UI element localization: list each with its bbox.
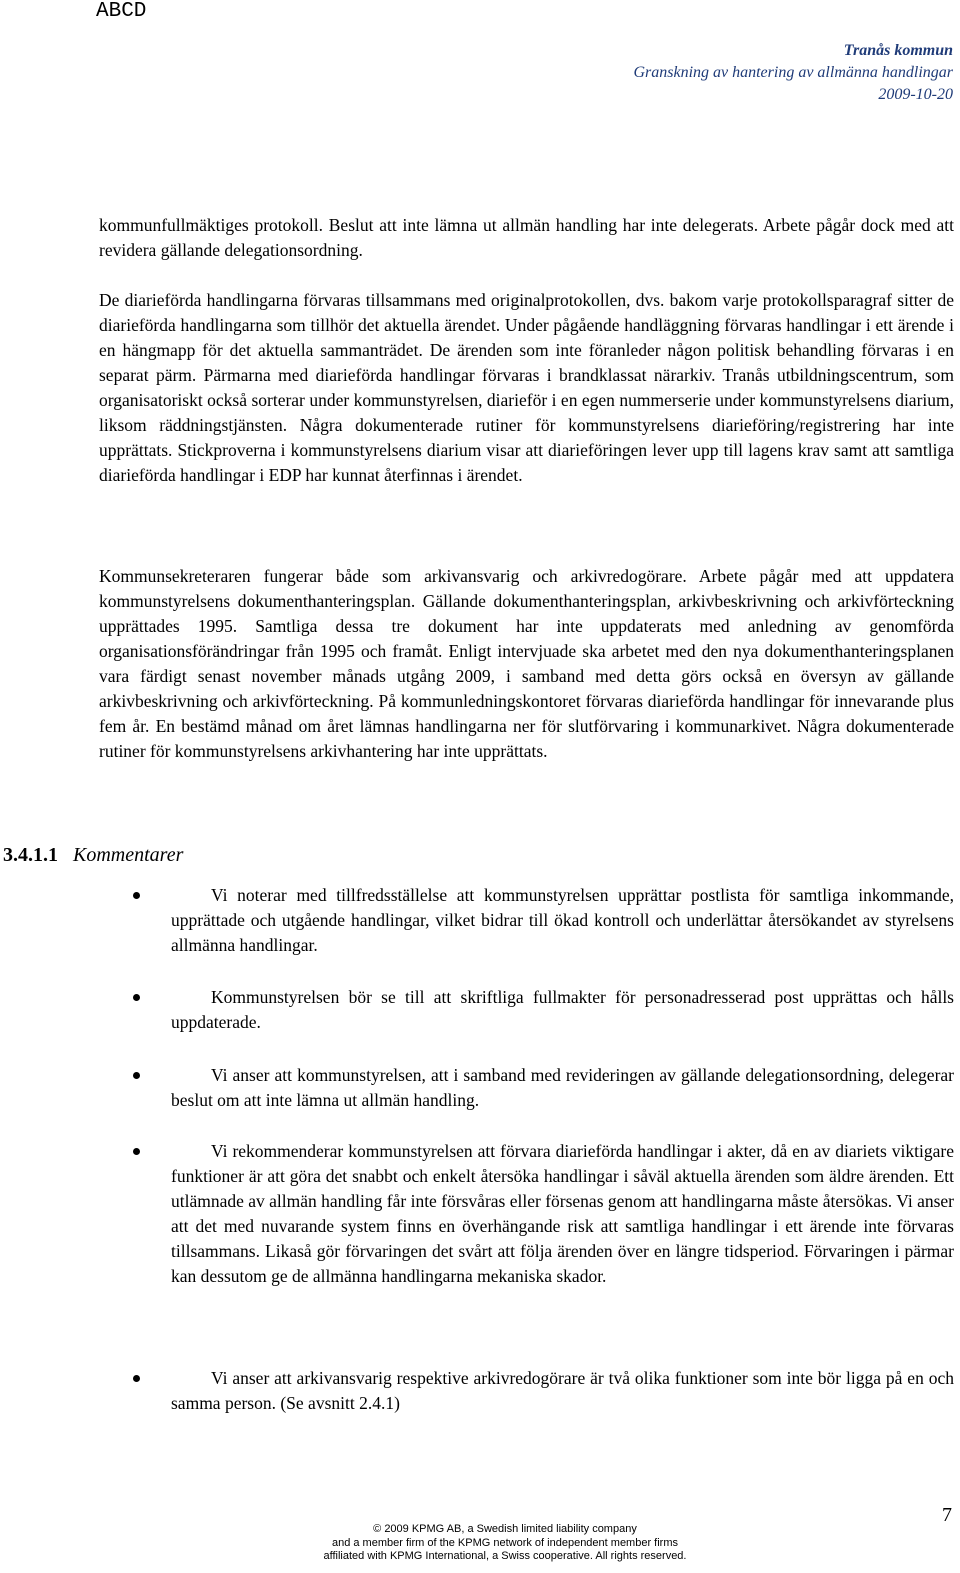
bullet-icon (133, 892, 140, 899)
list-item (171, 1139, 954, 1289)
header-organization: Tranås kommun (843, 42, 953, 59)
header-subtitle: Granskning av hantering av allmänna handlingar (633, 64, 953, 81)
list-item-text: Kommunstyrelsen bör se till att skriftliga fullmakter för personadresserad post upprättas och hålls uppdaterade. (171, 987, 954, 1032)
bullet-icon (133, 1072, 140, 1079)
list-item-text: Vi anser att kommunstyrelsen, att i samband med revideringen av gällande delegationsordning, delegerar beslut om att inte lämna ut allmän handling. (171, 1065, 954, 1110)
footer-line-3: affiliated with KPMG International, a Swiss cooperative. All rights reserved. (323, 1550, 687, 1562)
list-item (171, 1063, 954, 1113)
list-item-text: Vi rekommenderar kommunstyrelsen att förvara diarieförda handlingar i akter, då en av diariets viktigare funktioner är att göra det snabbt och enkelt återsöka handlingar i såväl aktuella ärenden som äldre ärenden. Ett utlämnade av allmän handling får inte försvåras eller försenas genom att handlingarna måste återsökas. Vi anser att det med nuvarande system finns en överhängande risk att samtliga handlingar i ett ärende inte förvaras tillsammans. Likaså gör förvaringen det svårt att följa ärenden över en längre tidsperiod. Förvaringen i pärmar kan dessutom ge de allmänna handlingarna mekaniska skador. (171, 1141, 954, 1286)
list-item (171, 1366, 954, 1416)
bullet-icon (133, 1148, 140, 1155)
bullet-icon (133, 994, 140, 1001)
page-footer (310, 1523, 700, 1564)
page-header (633, 40, 953, 106)
paragraph-2: De diarieförda handlingarna förvaras tillsammans med originalprotokollen, dvs. bakom varje protokollsparagraf sitter de diarieförda handlingarna som tillhör det aktuella ärendet. Under pågående handläggning förvaras handlingar i ett ärende i en hängmapp för det aktuella sammanträdet. De ärenden som inte föranleder någon politisk behandling förvaras i en separat pärm. Pärmarna med diarieförda handlingar förvaras i brandklassat närarkiv. Tranås utbildningscentrum, som organisatoriskt också sorterar under kommunstyrelsen, diarieför i en egen nummerserie under kommunstyrelsens diarium, liksom räddningstjänsten. Några dokumenterade rutiner för kommunstyrelsens diarieföring/registrering har inte upprättats. Stickproverna i kommunstyrelsens diarium visar att diarieföringen lever upp till lagens krav samt att samtliga diarieförda handlingar i EDP har kunnat återfinnas i ärendet. (99, 290, 954, 485)
footer-line-2: and a member firm of the KPMG network of independent member firms (331, 1536, 679, 1549)
list-item (171, 985, 954, 1035)
section-title: Kommentarer (73, 844, 184, 866)
section-number: 3.4.1.1 (3, 844, 58, 866)
list-item-text: Vi anser att arkivansvarig respektive arkivredogörare är två olika funktioner som inte bör ligga på en och samma person. (Se avsnitt 2.4.1) (171, 1368, 954, 1413)
paragraph-3: Kommunsekreteraren fungerar både som arkivansvarig och arkivredogörare. Arbete pågår med att uppdatera kommunstyrelsens dokumenthanteringsplan. Gällande dokumenthanteringsplan, arkivbeskrivning och arkivförteckning upprättades 1995. Samtliga dessa tre dokument har inte uppdaterats med anledning av genomförda organisationsförändringar från 1995 och framåt. Enligt intervjuade ska arbetet med den nya dokumenthanteringsplanen vara färdigt senast november månads utgång 2009, i samband med detta görs också en översyn av gällande arkivbeskrivning och arkivförteckning. På kommunledningskontoret förvaras diarieförda handlingar för innevarande plus fem år. En bestämd månad om året lämnas handlingarna ner för slutförvaring i kommunarkivet. Några dokumenterade rutiner för kommunstyrelsens arkivhantering har inte upprättats. (99, 566, 954, 761)
header-date: 2009-10-20 (878, 86, 953, 103)
bullet-icon (133, 1375, 140, 1382)
list-item (171, 883, 954, 958)
list-item-text: Vi noterar med tillfredsställelse att kommunstyrelsen upprättar postlista för samtliga inkommande, upprättade och utgående handlingar, vilket bidrar till ökad kontroll och underlättar återsökandet av styrelsens allmänna handlingar. (171, 885, 954, 955)
footer-line-1: © 2009 KPMG AB, a Swedish limited liability company (373, 1523, 637, 1535)
watermark-text: ABCD (96, 0, 147, 23)
section-heading (3, 842, 183, 868)
paragraph-1: kommunfullmäktiges protokoll. Beslut att inte lämna ut allmän handling har inte delegerats. Arbete pågår dock med att revidera gällande delegationsordning. (99, 215, 954, 260)
page-number: 7 (942, 1504, 952, 1526)
